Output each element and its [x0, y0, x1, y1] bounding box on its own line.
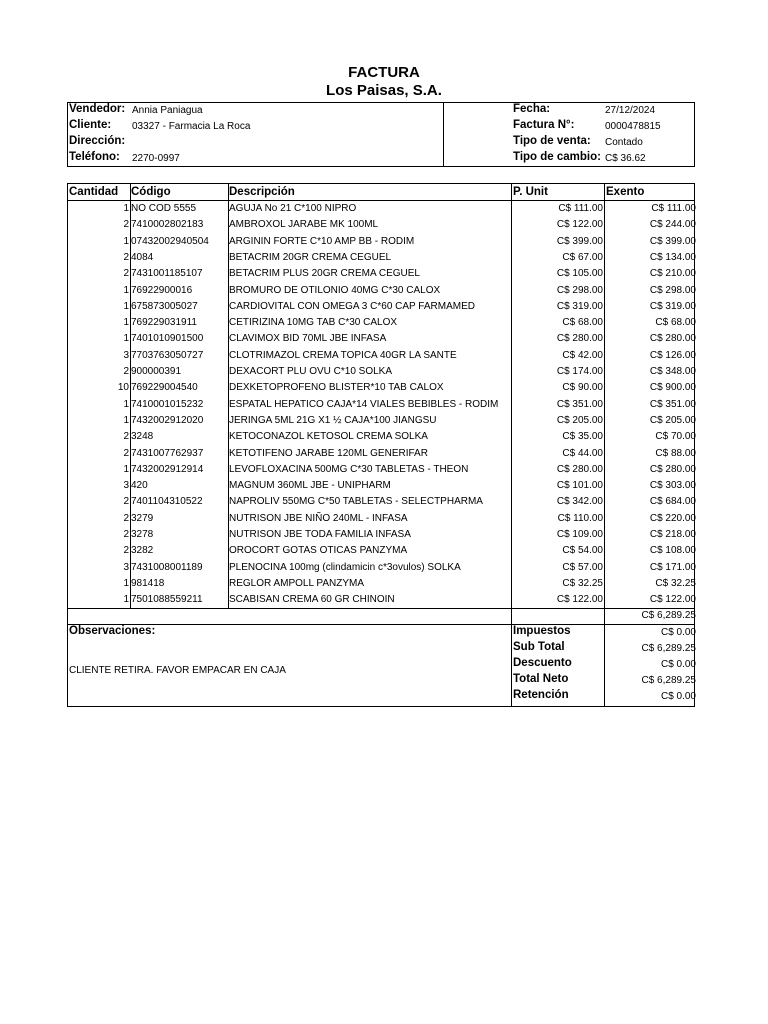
cell-punit: C$ 174.00	[556, 366, 603, 377]
cell-exento: C$ 399.00	[649, 235, 696, 247]
cell-descripcion: CLOTRIMAZOL CREMA TOPICA 40GR LA SANTE	[229, 349, 457, 361]
cell-exento: C$ 32.25	[655, 577, 696, 589]
retencion-label: Retención	[513, 689, 569, 701]
cell-punit: C$ 342.00	[556, 496, 603, 508]
total-neto-label: Total Neto	[513, 673, 569, 685]
table-row	[68, 478, 694, 494]
cell-exento: C$ 218.00	[649, 529, 696, 540]
table-row	[68, 250, 694, 266]
cell-punit: C$ 105.00	[556, 268, 603, 280]
table-row	[68, 413, 694, 429]
impuestos-label: Impuestos	[513, 625, 571, 637]
cell-cantidad: 1	[123, 300, 129, 312]
cell-exento: C$ 68.00	[655, 317, 696, 329]
total-row	[68, 608, 694, 624]
cell-exento: C$ 134.00	[649, 251, 696, 263]
cell-descripcion: MAGNUM 360ML JBE - UNIPHARM	[229, 480, 391, 492]
factura-label: Factura N°:	[513, 119, 575, 131]
table-row	[68, 576, 694, 592]
table-row	[68, 331, 694, 347]
cell-punit: C$ 280.00	[556, 333, 603, 345]
table-row	[68, 511, 694, 527]
table-row	[68, 364, 694, 380]
cell-descripcion: KETOCONAZOL KETOSOL CREMA SOLKA	[229, 431, 428, 443]
table-row	[68, 543, 694, 559]
cell-descripcion: REGLOR AMPOLL PANZYMA	[229, 577, 365, 589]
table-row	[68, 560, 694, 576]
cell-exento: C$ 244.00	[649, 219, 696, 231]
cell-punit: C$ 280.00	[556, 463, 603, 475]
cell-descripcion: JERINGA 5ML 21G X1 ½ CAJA*100 JIANGSU	[229, 414, 437, 426]
cell-cantidad: 2	[123, 545, 129, 557]
cell-codigo: 7501088559211	[131, 594, 203, 606]
cell-exento: C$ 351.00	[649, 398, 696, 410]
cell-codigo: 7431008001189	[131, 561, 203, 573]
tipo-cambio-value: C$ 36.62	[605, 153, 646, 164]
vendedor-label: Vendedor:	[69, 103, 126, 115]
table-row	[68, 380, 694, 396]
cell-cantidad: 1	[123, 203, 129, 214]
cell-cantidad: 2	[123, 219, 129, 231]
cell-codigo: 07432002940504	[131, 235, 209, 247]
invoice-header-box	[67, 102, 695, 167]
cell-punit: C$ 90.00	[562, 382, 603, 394]
cell-punit: C$ 205.00	[556, 414, 603, 426]
cell-cantidad: 1	[123, 463, 129, 475]
col-exento-header: Exento	[606, 186, 645, 198]
cell-descripcion: AGUJA No 21 C*100 NIPRO	[229, 203, 357, 214]
cell-exento: C$ 280.00	[649, 333, 696, 345]
cell-cantidad: 1	[123, 333, 129, 345]
cell-descripcion: BETACRIM 20GR CREMA CEGUEL	[229, 251, 392, 263]
telefono-value: 2270-0997	[132, 153, 180, 164]
cell-codigo: 769229031911	[131, 317, 197, 329]
cell-codigo: 7401010901500	[131, 333, 204, 345]
cell-cantidad: 3	[123, 349, 129, 361]
cell-cantidad: 2	[123, 447, 129, 459]
cell-punit: C$ 110.00	[557, 512, 603, 524]
cell-codigo: 3282	[131, 545, 154, 557]
cell-descripcion: ESPATAL HEPATICO CAJA*14 VIALES BEBIBLES - RODIM	[229, 398, 499, 410]
cell-exento: C$ 108.00	[649, 545, 696, 557]
descuento-label: Descuento	[513, 657, 572, 669]
cell-exento: C$ 70.00	[655, 431, 696, 443]
table-row	[68, 299, 694, 315]
col-punit-header: P. Unit	[513, 186, 548, 198]
cell-punit: C$ 67.00	[562, 251, 603, 263]
table-row	[68, 446, 694, 462]
cell-descripcion: CETIRIZINA 10MG TAB C*30 CALOX	[229, 317, 398, 329]
cell-exento: C$ 348.00	[649, 366, 696, 377]
cell-codigo: 7410002802183	[131, 219, 204, 231]
cell-cantidad: 2	[123, 512, 129, 524]
impuestos-value: C$ 0.00	[660, 627, 696, 638]
vendedor-value: Annia Paniagua	[132, 105, 203, 116]
cell-descripcion: BETACRIM PLUS 20GR CREMA CEGUEL	[229, 268, 420, 280]
cell-exento: C$ 684.00	[649, 496, 696, 508]
retencion-value: C$ 0.00	[660, 691, 696, 702]
cell-codigo: 769229004540	[131, 382, 198, 394]
cliente-label: Cliente:	[69, 119, 112, 131]
cell-descripcion: SCABISAN CREMA 60 GR CHINOIN	[229, 594, 395, 606]
cell-exento: C$ 900.00	[649, 382, 696, 394]
cell-codigo: 3248	[131, 431, 154, 443]
cell-codigo: 3279	[131, 512, 154, 524]
document-title: FACTURA	[348, 64, 420, 81]
cell-descripcion: CARDIOVITAL CON OMEGA 3 C*60 CAP FARMAMED	[229, 300, 475, 312]
cell-punit: C$ 101.00	[556, 480, 603, 492]
subtotal-label: Sub Total	[513, 641, 565, 653]
col-cantidad-header: Cantidad	[69, 186, 119, 198]
cell-cantidad: 10	[117, 382, 129, 394]
tipo-venta-label: Tipo de venta:	[513, 135, 591, 147]
cell-punit: C$ 109.00	[556, 529, 603, 540]
cell-codigo: 3278	[131, 529, 154, 540]
cell-descripcion: OROCORT GOTAS OTICAS PANZYMA	[229, 545, 408, 557]
cell-codigo: 7401104310522	[131, 496, 203, 508]
cell-codigo: 981418	[131, 577, 165, 589]
total-exento-value: C$ 6,289.25	[641, 610, 696, 621]
cell-codigo: 7432002912914	[131, 463, 204, 475]
items-table	[67, 183, 695, 707]
cell-punit: C$ 68.00	[562, 317, 603, 329]
fecha-value: 27/12/2024	[605, 105, 656, 116]
descuento-value: C$ 0.00	[660, 659, 696, 670]
cell-cantidad: 3	[123, 561, 129, 573]
cell-descripcion: NAPROLIV 550MG C*50 TABLETAS - SELECTPHARMA	[229, 496, 483, 508]
table-row	[68, 201, 694, 217]
cell-punit: C$ 42.00	[562, 349, 603, 361]
cell-exento: C$ 298.00	[649, 284, 696, 296]
table-row	[68, 494, 694, 510]
cell-descripcion: CLAVIMOX BID 70ML JBE INFASA	[229, 333, 387, 345]
cell-punit: C$ 122.00	[556, 219, 603, 231]
cell-cantidad: 1	[123, 414, 129, 426]
col-codigo-header: Código	[131, 186, 171, 198]
cell-exento: C$ 210.00	[649, 268, 696, 280]
table-row	[68, 527, 694, 543]
cell-punit: C$ 319.00	[556, 300, 603, 312]
cliente-value: 03327 - Farmacia La Roca	[132, 121, 251, 132]
cell-descripcion: ARGININ FORTE C*10 AMP BB - RODIM	[229, 235, 415, 247]
cell-punit: C$ 399.00	[556, 235, 603, 247]
factura-value: 0000478815	[605, 121, 661, 132]
table-row	[68, 397, 694, 413]
cell-descripcion: KETOTIFENO JARABE 120ML GENERIFAR	[229, 447, 428, 459]
cell-cantidad: 2	[123, 251, 129, 263]
cell-codigo: 420	[131, 480, 148, 492]
cell-cantidad: 2	[123, 529, 129, 540]
direccion-label: Dirección:	[69, 135, 126, 147]
cell-codigo: 76922900016	[131, 284, 193, 296]
cell-cantidad: 1	[123, 284, 129, 296]
cell-cantidad: 2	[123, 496, 129, 508]
cell-punit: C$ 122.00	[556, 594, 603, 606]
cell-codigo: 900000391	[131, 366, 182, 377]
cell-punit: C$ 57.00	[562, 561, 603, 573]
observaciones-text: CLIENTE RETIRA. FAVOR EMPACAR EN CAJA	[69, 665, 286, 676]
header-divider	[443, 103, 444, 166]
cell-punit: C$ 351.00	[556, 398, 603, 410]
table-row	[68, 266, 694, 282]
cell-exento: C$ 220.00	[649, 512, 696, 524]
observaciones-label: Observaciones:	[69, 625, 156, 637]
telefono-label: Teléfono:	[69, 151, 120, 163]
total-neto-value: C$ 6,289.25	[641, 675, 696, 686]
cell-punit: C$ 44.00	[562, 447, 603, 459]
table-row	[68, 283, 694, 299]
cell-codigo: 7432002912020	[131, 414, 204, 426]
cell-cantidad: 1	[123, 577, 129, 589]
cell-descripcion: DEXKETOPROFENO BLISTER*10 TAB CALOX	[229, 382, 444, 394]
cell-codigo: NO COD 5555	[131, 203, 197, 214]
fecha-label: Fecha:	[513, 103, 551, 115]
cell-codigo: 7431001185107	[131, 268, 203, 280]
cell-codigo: 7410001015232	[131, 398, 204, 410]
cell-descripcion: AMBROXOL JARABE MK 100ML	[229, 219, 379, 231]
cell-cantidad: 1	[123, 594, 129, 606]
cell-codigo: 7703763050727	[131, 349, 204, 361]
tipo-venta-value: Contado	[605, 137, 643, 148]
cell-exento: C$ 126.00	[649, 349, 696, 361]
cell-exento: C$ 111.00	[651, 203, 696, 214]
table-row	[68, 315, 694, 331]
cell-exento: C$ 205.00	[649, 414, 696, 426]
table-row	[68, 348, 694, 364]
cell-exento: C$ 171.00	[649, 561, 696, 573]
cell-descripcion: DEXACORT PLU OVU C*10 SOLKA	[229, 366, 393, 377]
subtotal-value: C$ 6,289.25	[641, 643, 696, 654]
table-row	[68, 217, 694, 233]
cell-cantidad: 2	[123, 268, 129, 280]
cell-cantidad: 1	[123, 235, 129, 247]
cell-exento: C$ 88.00	[655, 447, 696, 459]
table-row	[68, 429, 694, 445]
table-row	[68, 592, 694, 608]
cell-descripcion: NUTRISON JBE NIÑO 240ML - INFASA	[229, 512, 408, 524]
cell-punit: C$ 35.00	[562, 431, 603, 443]
cell-descripcion: BROMURO DE OTILONIO 40MG C*30 CALOX	[229, 284, 441, 296]
cell-cantidad: 2	[123, 431, 129, 443]
cell-punit: C$ 32.25	[562, 577, 603, 589]
cell-exento: C$ 319.00	[649, 300, 696, 312]
cell-descripcion: PLENOCINA 100mg (clindamicin c*3ovulos) SOLKA	[229, 561, 461, 573]
cell-cantidad: 1	[123, 317, 129, 329]
cell-cantidad: 2	[123, 366, 129, 377]
cell-punit: C$ 298.00	[556, 284, 603, 296]
table-row	[68, 462, 694, 478]
company-name: Los Paisas, S.A.	[326, 82, 442, 99]
cell-codigo: 4084	[131, 251, 154, 263]
col-descripcion-header: Descripción	[229, 186, 295, 198]
cell-codigo: 675873005027	[131, 300, 198, 312]
tipo-cambio-label: Tipo de cambio:	[513, 151, 601, 163]
cell-descripcion: LEVOFLOXACINA 500MG C*30 TABLETAS - THEON	[229, 463, 469, 475]
cell-cantidad: 3	[123, 480, 129, 492]
cell-exento: C$ 303.00	[649, 480, 696, 492]
cell-exento: C$ 280.00	[649, 463, 696, 475]
cell-descripcion: NUTRISON JBE TODA FAMILIA INFASA	[229, 529, 411, 540]
cell-punit: C$ 54.00	[562, 545, 603, 557]
cell-exento: C$ 122.00	[649, 594, 696, 606]
cell-punit: C$ 111.00	[558, 203, 603, 214]
cell-cantidad: 1	[123, 398, 129, 410]
cell-codigo: 7431007762937	[131, 447, 204, 459]
table-row	[68, 234, 694, 250]
